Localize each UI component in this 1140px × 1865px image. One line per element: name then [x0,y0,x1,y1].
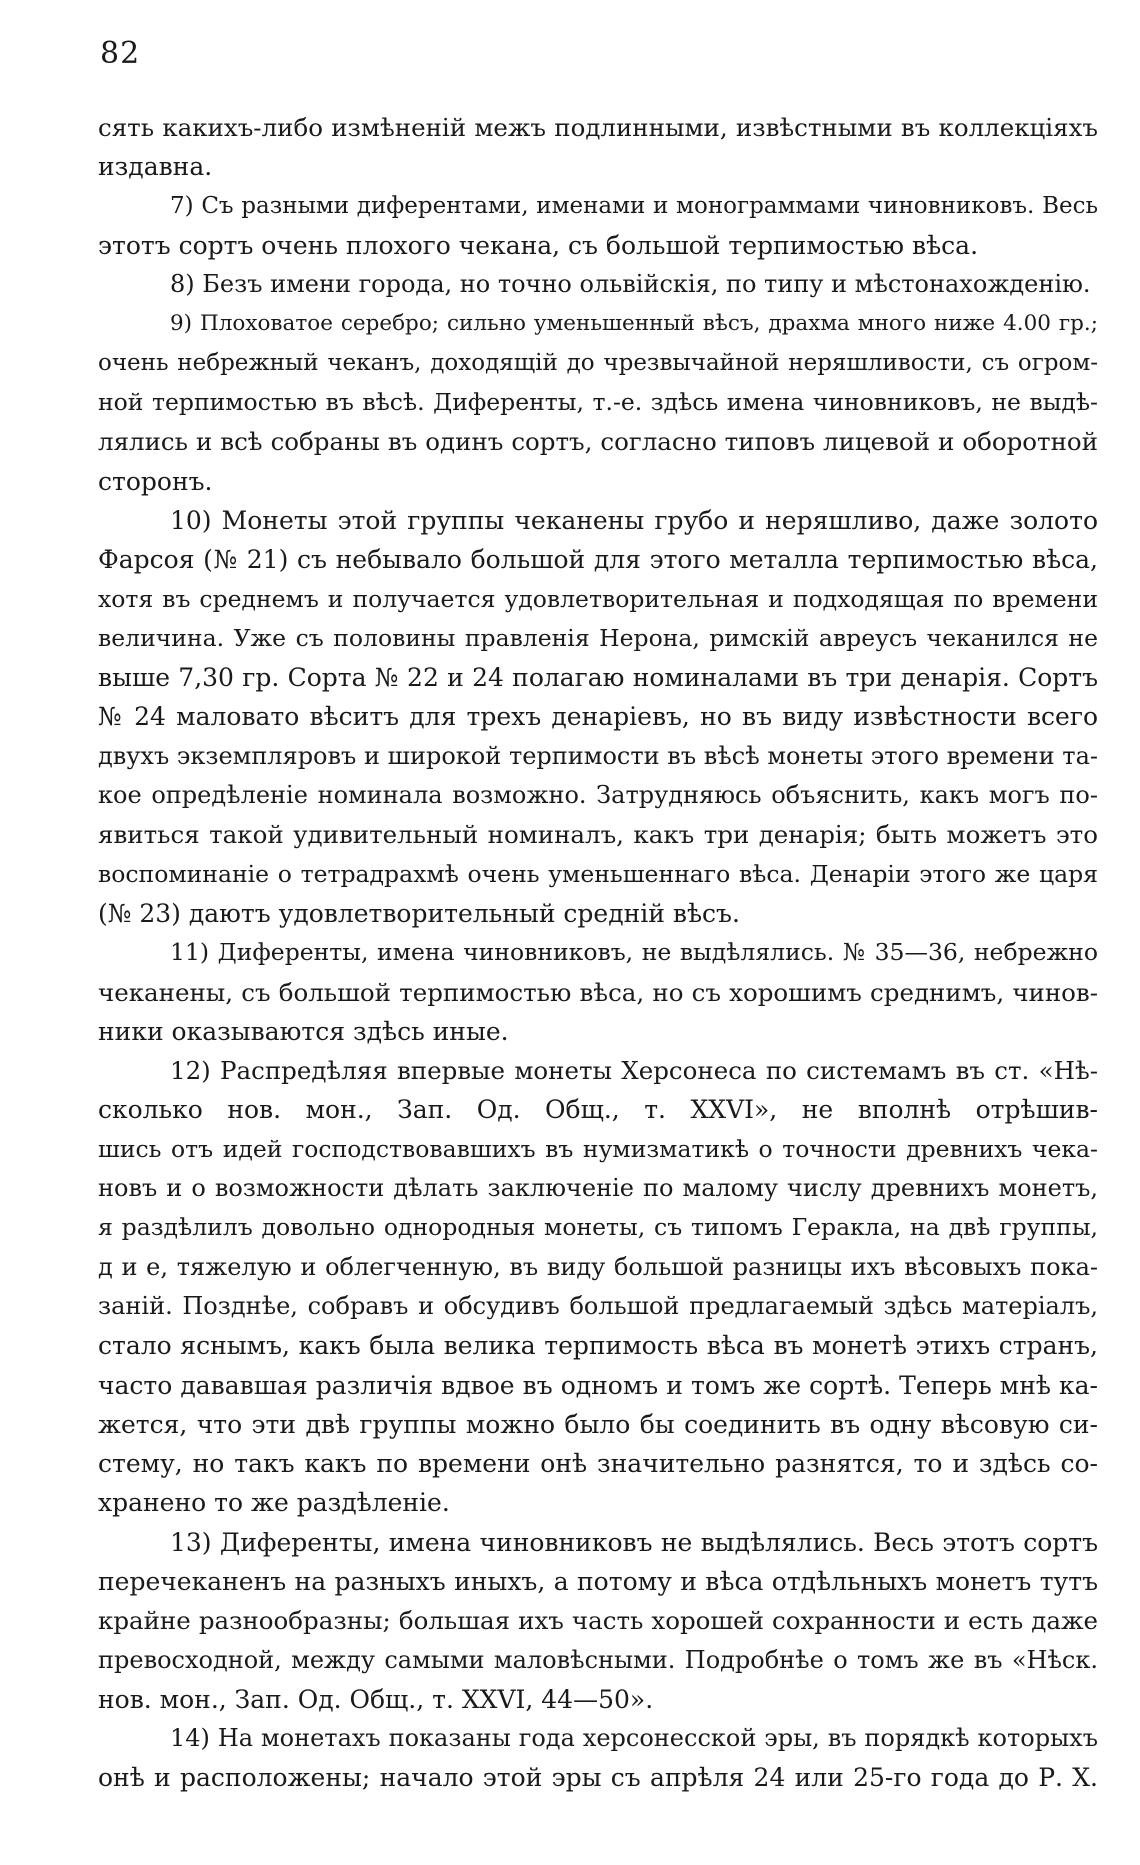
paragraph-11-start: 11) Диференты, имена чиновниковъ, не выдѣлялись. № 35—36, небрежно [170,938,1098,967]
text-line: (№ 23) даютъ удовлетворительный средній вѣсъ. [98,898,740,928]
text-line: издавна. [98,152,213,182]
text-line: онѣ и расположены; начало этой эры съ апрѣля 24 или 25-го года до Р. Х. [98,1763,1098,1793]
text-line: хотя въ среднемъ и получается удовлетворительная и подходящая по времени [98,584,1098,613]
text-line: шись отъ идей господствовавшихъ въ нумизматикѣ о точности древнихъ чека- [98,1134,1098,1163]
text-line: заній. Позднѣе, собравъ и обсудивъ большой предлагаемый здѣсь матеріалъ, [98,1291,1098,1320]
text-line: я раздѣлилъ довольно однородныя монеты, съ типомъ Геракла, на двѣ группы, [98,1213,1098,1242]
paragraph-14-start: 14) На монетахъ показаны года херсонесской эры, въ порядкѣ которыхъ [170,1724,1098,1753]
paragraph-9-start: 9) Плоховатое серебро; сильно уменьшенный вѣсъ, драхма много ниже 4.00 гр.; [170,311,1098,337]
text-line: кое опредѣленіе номинала возможно. Затрудняюсь объяснить, какъ могъ по- [98,781,1098,810]
text-line: Фарсоя (№ 21) съ небывало большой для этого металла терпимостью вѣса, [98,545,1098,575]
text-line: лялись и всѣ собраны въ одинъ сортъ, согласно типовъ лицевой и оборотной [98,427,1098,457]
text-line: перечеканенъ на разныхъ иныхъ, а потому и вѣса отдѣльныхъ монетъ тутъ [98,1566,1098,1596]
paragraph-12-start: 12) Распредѣляя впервые монеты Херсонеса по системамъ въ ст. «Нѣ- [170,1056,1098,1086]
text-line: крайне разнообразны; большая ихъ часть хорошей сохранности и есть даже [98,1606,1098,1636]
page-number: 82 [100,36,141,71]
text-line: превосходной, между самыми маловѣсными. Подробнѣе о томъ же въ «Нѣск. [98,1645,1098,1674]
text-line: величина. Уже съ половины правленія Нерона, римскій авреусъ чеканился не [98,623,1098,652]
paragraph-7-start: 7) Съ разными диферентами, именами и монограммами чиновниковъ. Весь [170,192,1098,219]
text-line: воспоминаніе о тетрадрахмѣ очень уменьшеннаго вѣса. Денаріи этого же царя [98,859,1098,888]
text-line: очень небрежный чеканъ, доходящій до чрезвычайной неряшливости, съ огром- [98,349,1098,376]
body-text [98,108,1098,1798]
text-line: стему, но такъ какъ по времени онѣ значительно разнятся, то и здѣсь со- [98,1449,1098,1479]
paragraph-8: 8) Безъ имени города, но точно ольвійскія, по типу и мѣстонахожденію. [170,270,1091,299]
text-line: нов. мон., Зап. Од. Общ., т. XXVI, 44—50». [98,1684,654,1714]
text-line: новъ и о возможности дѣлать заключеніе по малому числу древнихъ монетъ, [98,1174,1098,1203]
text-line: чеканены, съ большой терпимостью вѣса, но съ хорошимъ среднимъ, чинов- [98,977,1098,1007]
text-line: хранено то же раздѣленіе. [98,1488,450,1518]
text-line: явиться такой удивительный номиналъ, какъ три денарія; быть можетъ это [98,820,1098,850]
text-line: сколько нов. мон., Зап. Од. Общ., т. XXVI», не вполнѣ отрѣшив- [98,1095,1098,1125]
text-line: ники оказываются здѣсь иные. [98,1016,509,1046]
text-line: № 24 маловато вѣситъ для трехъ денаріевъ, но въ виду извѣстности всего [98,702,1098,732]
paragraph-13-start: 13) Диференты, имена чиновниковъ не выдѣлялись. Весь этотъ сортъ [170,1527,1098,1557]
text-line: двухъ экземпляровъ и широкой терпимости въ вѣсѣ монеты этого времени та- [98,741,1098,770]
text-line: сять какихъ-либо измѣненій межъ подлинными, извѣстными въ коллекціяхъ [98,113,1098,142]
text-line: сторонъ. [98,466,213,496]
text-line: выше 7,30 гр. Сорта № 22 и 24 полагаю номиналами въ три денарія. Сортъ [98,663,1098,693]
text-line: ной терпимостью въ вѣсѣ. Диференты, т.-е. здѣсь имена чиновниковъ, не выдѣ- [98,388,1098,417]
text-line: этотъ сортъ очень плохого чекана, съ большой терпимостью вѣса. [98,230,979,260]
paragraph-10-start: 10) Монеты этой группы чеканены грубо и неряшливо, даже золото [170,505,1098,535]
text-line: стало яснымъ, какъ была велика терпимость вѣса въ монетѣ этихъ странъ, [98,1331,1098,1361]
text-line: д и е, тяжелую и облегченную, въ виду большой разницы ихъ вѣсовыхъ пока- [98,1252,1098,1281]
text-line: часто дававшая различія вдвое въ одномъ и томъ же сортѣ. Теперь мнѣ ка- [98,1370,1098,1400]
text-line: жется, что эти двѣ группы можно было бы соединить въ одну вѣсовую си- [98,1409,1098,1439]
